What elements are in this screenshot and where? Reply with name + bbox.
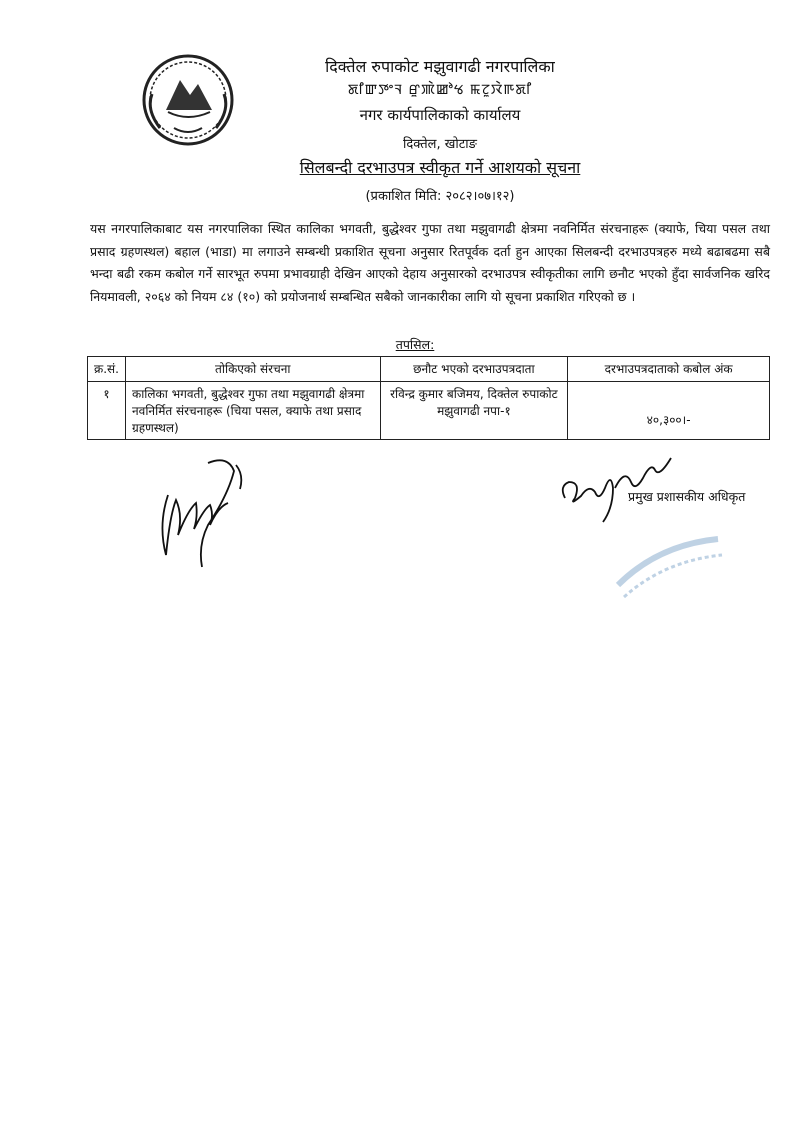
header-structure: तोकिएको संरचना xyxy=(125,357,380,382)
published-date: (प्रकाशित मिति: २०८२।०७।१२) xyxy=(365,189,515,204)
table-header-row xyxy=(88,357,770,382)
left-signature xyxy=(148,455,258,570)
notice-title: सिलबन्दी दरभाउपत्र स्वीकृत गर्ने आशयको सूचना xyxy=(299,158,581,177)
office-location: दिक्तेल, खोटाङ xyxy=(403,137,477,152)
cell-amount: ४०,३००।- xyxy=(568,382,770,440)
annex-label: तपसिल: xyxy=(395,337,435,352)
government-emblem-icon xyxy=(138,50,238,150)
header-sn: क्र.सं. xyxy=(88,357,126,382)
header-bidder: छनौट भएको दरभाउपत्रदाता xyxy=(380,357,568,382)
cell-bidder: रविन्द्र कुमार बजिमय, दिक्तेल रुपाकोट मझुवागढी नपा-१ xyxy=(380,382,568,440)
office-name: नगर कार्यपालिकाको कार्यालय xyxy=(359,106,521,124)
municipality-name-script: ꯗꯤꯛꯇꯦꯜ ꯔꯨꯄꯥꯀꯣꯠ ꯃꯖꯨꯋꯥꯒꯗꯤ xyxy=(347,82,533,98)
signatory-designation: प्रमुख प्रशासकीय अधिकृत xyxy=(628,489,746,504)
office-stamp-icon xyxy=(598,525,728,605)
cell-sn: १ xyxy=(88,382,126,440)
notice-paragraph: यस नगरपालिकाबाट यस नगरपालिका स्थित कालिका भगवती, बुद्धेश्वर गुफा तथा मझुवागढी क्षेत्रमा नवनिर्मित संरचनाहरू (क्याफे, चिया पसल तथा प्रसाद ग्रहणस्थल) बहाल (भाडा) मा लगाउने सम्बन्धी प्रकाशित सूचना अनुसार रितपूर्वक दर्ता हुन आएका सिलबन्दी दरभाउपत्रहरु मध्ये बढाबढमा सबै भन्दा बढी रकम कबोल गर्ने सारभूत रुपमा प्रभावग्राही देखिन आएको देहाय अनुसारको दरभाउपत्र स्वीकृतीका लागि छनौट भएको हुँदा सार्वजनिक खरिद नियमावली, २०६४ को नियम ८४ (१०) को प्रयोजनार्थ सम्बन्धित सबैको जानकारीका लागि यो सूचना प्रकाशित गरिएको छ । xyxy=(90,221,770,304)
municipality-name: दिक्तेल रुपाकोट मझुवागढी नगरपालिका xyxy=(325,57,555,76)
table-row xyxy=(88,382,770,440)
cell-structure: कालिका भगवती, बुद्धेश्वर गुफा तथा मझुवागढी क्षेत्रमा नवनिर्मित संरचनाहरू (चिया पसल, क्याफे तथा प्रसाद ग्रहणस्थल) xyxy=(125,382,380,440)
header-amount: दरभाउपत्रदाताको कबोल अंक xyxy=(568,357,770,382)
selection-table xyxy=(87,356,770,440)
